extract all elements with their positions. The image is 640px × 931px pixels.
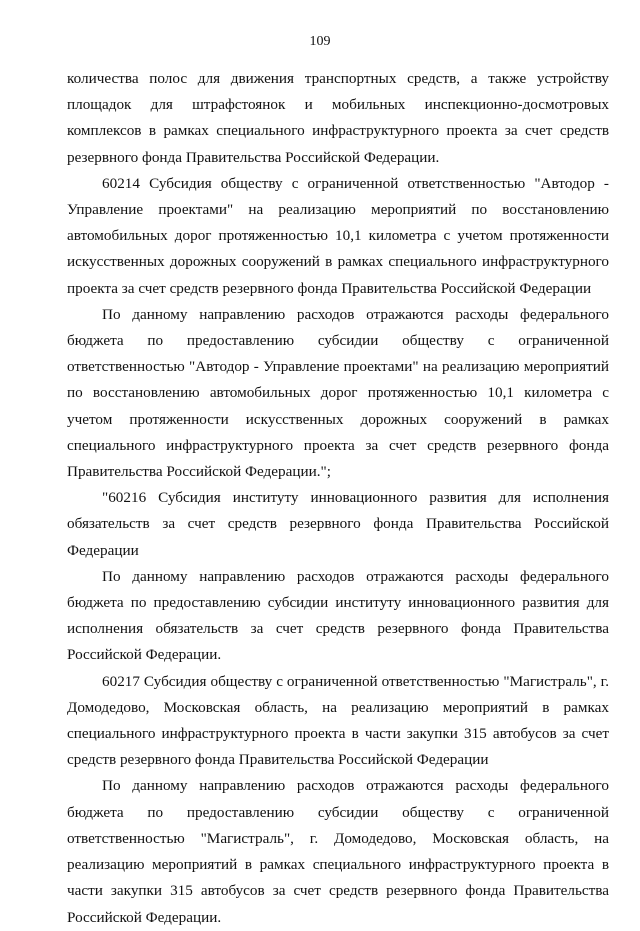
paragraph-60216-description: По данному направлению расходов отражаются расходы федерального бюджета по предоставлению субсидии институту инновационного развития для исполнения обязательств за счет средств резервного фонда Правительства Российской Федерации. — [67, 567, 609, 664]
paragraph-continuation: количества полос для движения транспортных средств, а также устройству площадок для штрафстоянок и мобильных инспекционно-досмотровых комплексов в рамках специального инфраструктурного проекта за счет средств резервного фонда Правительства Российской Федерации. — [67, 70, 609, 166]
document-body — [67, 66, 609, 931]
paragraph-60217-title: 60217 Субсидия обществу с ограниченной ответственностью "Магистраль", г. Домодедово, Московская область, на реализацию мероприятий в рамках специального инфраструктурного проекта в части закупки 315 автобусов за счет средств резервного фонда Правительства Российской Федерации — [67, 672, 609, 769]
page-number: 109 — [309, 34, 331, 49]
paragraph-60217-description: По данному направлению расходов отражаются расходы федерального бюджета по предоставлению субсидии обществу с ограниченной ответственностью "Магистраль", г. Домодедово, Московская область, на реализацию мероприятий в рамках специального инфраструктурного проекта в части закупки 315 автобусов за счет средств резервного фонда Правительства Российской Федерации. — [67, 777, 609, 926]
paragraph-60214-title: 60214 Субсидия обществу с ограниченной ответственностью "Автодор - Управление проектами" на реализацию мероприятий по восстановлению автомобильных дорог протяженностью 10,1 километра с учетом протяженности искусственных дорожных сооружений в рамках специального инфраструктурного проекта за счет средств резервного фонда Правительства Российской Федерации — [67, 174, 609, 297]
paragraph-60214-description: По данному направлению расходов отражаются расходы федерального бюджета по предоставлению субсидии обществу с ограниченной ответственностью "Автодор - Управление проектами" на реализацию мероприятий по восстановлению автомобильных дорог протяженностью 10,1 километра с учетом протяженности искусственных дорожных сооружений в рамках специального инфраструктурного проекта за счет средств резервного фонда Правительства Российской Федерации."; — [67, 305, 609, 481]
paragraph-60216-title: "60216 Субсидия институту инновационного развития для исполнения обязательств за счет средств резервного фонда Правительства Российской Федерации — [67, 489, 609, 559]
